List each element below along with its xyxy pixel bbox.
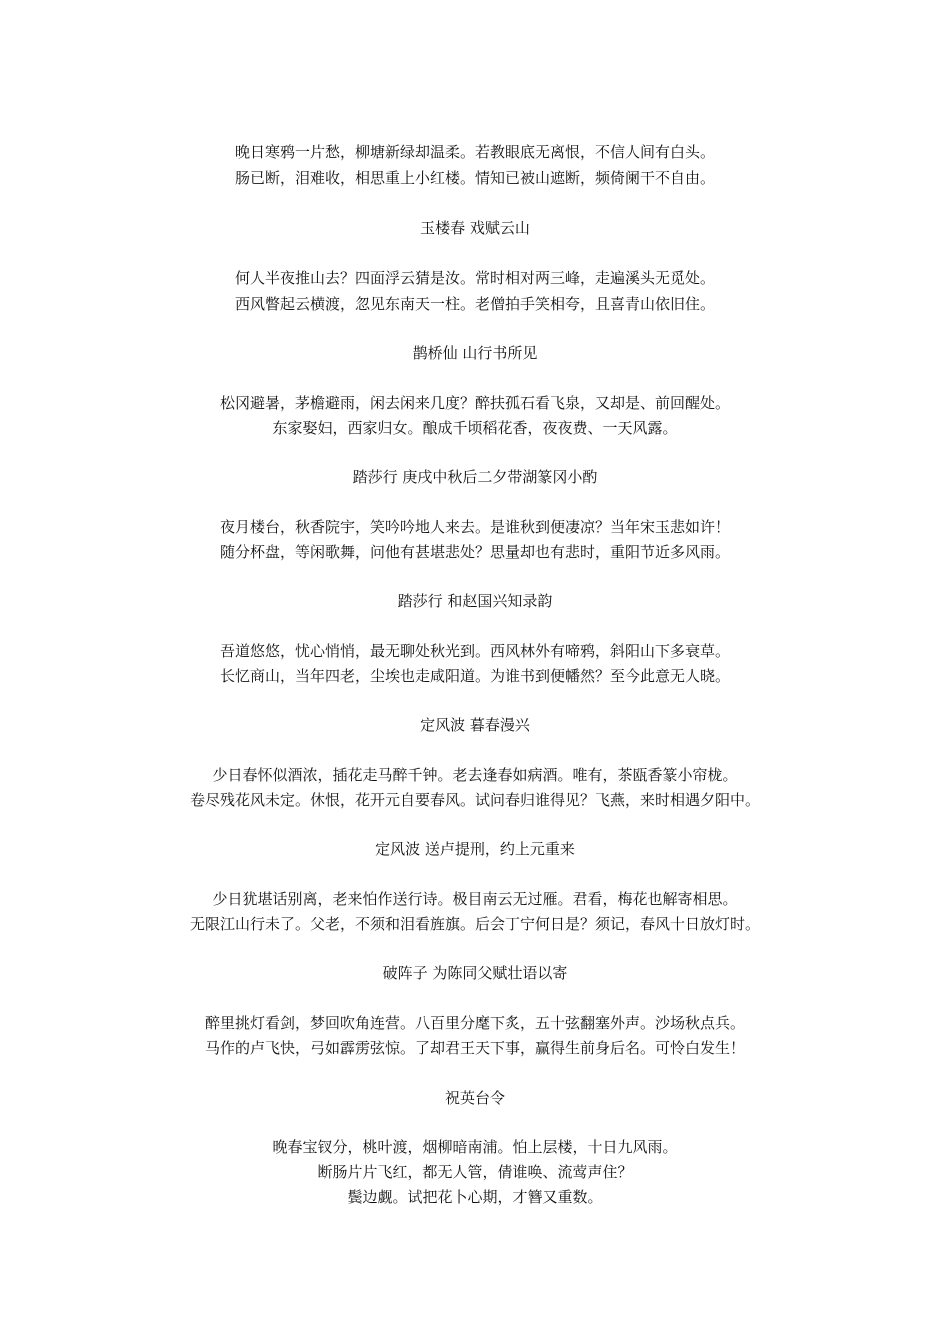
poem-line: 断肠片片飞红，都无人管，倩谁唤、流莺声住？ <box>317 1163 633 1181</box>
poem-line: 无限江山行未了。父老，不须和泪看旌旗。后会丁宁何日是？须记，春风十日放灯时。 <box>189 915 760 933</box>
poem-title: 破阵子 为陈同父赋壮语以寄 <box>382 964 568 982</box>
poem-line: 东家娶妇，西家归女。酿成千顷稻花香，夜夜费、一天风露。 <box>272 419 678 437</box>
poem-line: 少日春怀似酒浓，插花走马醉千钟。老去逢春如病酒。唯有，茶瓯香篆小帘栊。 <box>212 766 738 784</box>
poem-title: 踏莎行 庚戌中秋后二夕带湖篆冈小酌 <box>352 468 598 486</box>
poem-line: 少日犹堪话别离，老来怕作送行诗。极目南云无过雁。君看，梅花也解寄相思。 <box>212 890 738 908</box>
poem-line: 肠已断，泪难收，相思重上小红楼。情知已被山遮断，频倚阑干不自由。 <box>234 169 715 187</box>
poem-title: 祝英台令 <box>444 1089 505 1107</box>
poem-line: 西风瞥起云横渡，忽见东南天一柱。老僧拍手笑相夸，且喜青山依旧住。 <box>234 295 715 313</box>
poem-line: 鬓边觑。试把花卜心期，才簪又重数。 <box>347 1188 603 1206</box>
poem-title: 踏莎行 和赵国兴知录韵 <box>397 592 553 610</box>
poem-line: 醉里挑灯看剑，梦回吹角连营。八百里分麾下炙，五十弦翻塞外声。沙场秋点兵。 <box>204 1014 745 1032</box>
poem-line: 晚日寒鸦一片愁，柳塘新绿却温柔。若教眼底无离恨，不信人间有白头。 <box>234 143 715 161</box>
poem-title: 玉楼春 戏赋云山 <box>420 219 530 237</box>
poem-line: 松冈避暑，茅檐避雨，闲去闲来几度？醉扶孤石看飞泉，又却是、前回醒处。 <box>219 394 730 412</box>
poem-line: 晚春宝钗分，桃叶渡，烟柳暗南浦。怕上层楼，十日九风雨。 <box>272 1138 678 1156</box>
poem-line: 夜月楼台，秋香院宇，笑吟吟地人来去。是谁秋到便凄凉？当年宋玉悲如许！ <box>219 518 730 536</box>
poem-line: 长忆商山，当年四老，尘埃也走咸阳道。为谁书到便幡然？至今此意无人晓。 <box>219 667 730 685</box>
poem-title: 鹊桥仙 山行书所见 <box>412 344 538 362</box>
poem-title: 定风波 送卢提刑，约上元重来 <box>375 840 575 858</box>
poem-line: 何人半夜推山去？四面浮云猜是汝。常时相对两三峰，走遍溪头无觅处。 <box>234 269 715 287</box>
poem-line: 吾道悠悠，忧心悄悄，最无聊处秋光到。西风林外有啼鸦，斜阳山下多衰草。 <box>219 642 730 660</box>
poem-line: 卷尽残花风未定。休恨，花开元自要春风。试问春归谁得见？飞燕，来时相遇夕阳中。 <box>189 791 760 809</box>
poem-line: 马作的卢飞快，弓如霹雳弦惊。了却君王天下事，赢得生前身后名。可怜白发生！ <box>204 1039 745 1057</box>
poem-line: 随分杯盘，等闲歌舞，问他有甚堪悲处？思量却也有悲时，重阳节近多风雨。 <box>219 543 730 561</box>
poem-title: 定风波 暮春漫兴 <box>420 716 530 734</box>
